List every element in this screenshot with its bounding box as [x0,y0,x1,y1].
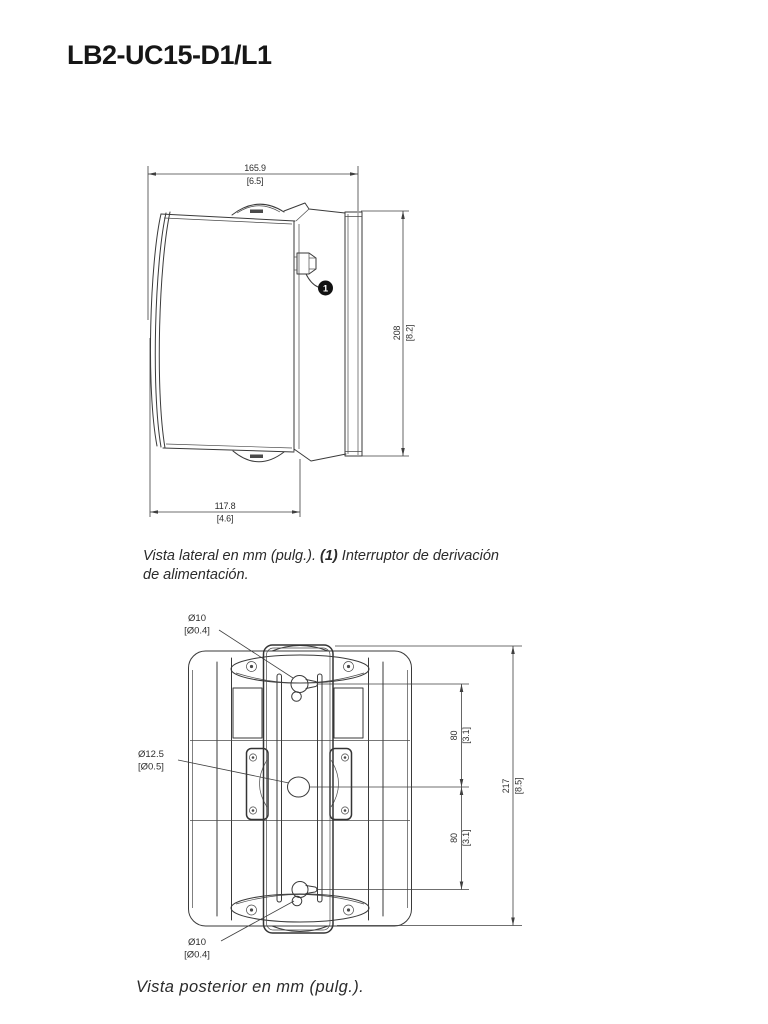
dim-side-depth-in: [4.6] [216,513,234,524]
dim-side-width-in: [6.5] [246,176,264,186]
side-view-wall-plate [345,212,362,456]
label-hole-top-in: [Ø0.4] [184,625,210,637]
dim-side-height-mm: 208 [392,325,402,341]
dim-side-height [361,211,415,456]
label-hole-center-mm: Ø12.5 [138,749,164,760]
rear-view-drawing [130,603,535,961]
rear-view-caption: Vista posterior en mm (pulg.). [136,977,365,996]
side-view-power-tap-switch [294,253,316,274]
dim-side-height-in: [8.2] [404,324,415,342]
rear-view-panel-cutouts [233,688,363,738]
side-view-caption-line2: de alimentación. [143,566,249,583]
label-hole-bottom-mm: Ø10 [188,937,206,948]
label-hole-top-mm: Ø10 [188,613,206,624]
side-view-caption-pre: Vista lateral en mm (pulg.). [143,547,321,564]
label-hole-bottom [184,901,294,961]
side-view-cabinet-outline [150,212,299,452]
dim-rear-spacing-lower-mm: 80 [449,833,459,843]
callout-1 [306,274,333,296]
side-view-caption-ref: (1) [320,547,338,564]
dim-rear-spacing-upper-in: [3.1] [461,727,471,744]
side-view-caption-post: Interruptor de derivación [337,547,499,564]
page-title: LB2-UC15-D1/L1 [67,40,272,70]
side-view-drawing [140,160,425,532]
side-view-caption [143,547,613,585]
dim-rear-height-in: [8.5] [513,777,524,795]
rear-view-mounting-plates [247,749,352,820]
dim-side-width [148,163,358,320]
dim-side-depth-mm: 117.8 [214,501,236,511]
dim-rear-spacing-lower-in: [3.1] [461,829,471,847]
label-hole-bottom-in: [Ø0.4] [184,949,210,961]
rear-view-center-hole [288,777,310,797]
dim-side-depth [150,338,300,524]
dim-side-width-mm: 165.9 [244,163,266,173]
dim-rear-height-mm: 217 [501,778,511,794]
label-hole-center-in: [Ø0.5] [138,761,164,773]
callout-1-number: 1 [322,283,329,295]
rear-view-keyhole-top [291,676,317,702]
dim-rear-spacing-upper-mm: 80 [449,730,459,741]
